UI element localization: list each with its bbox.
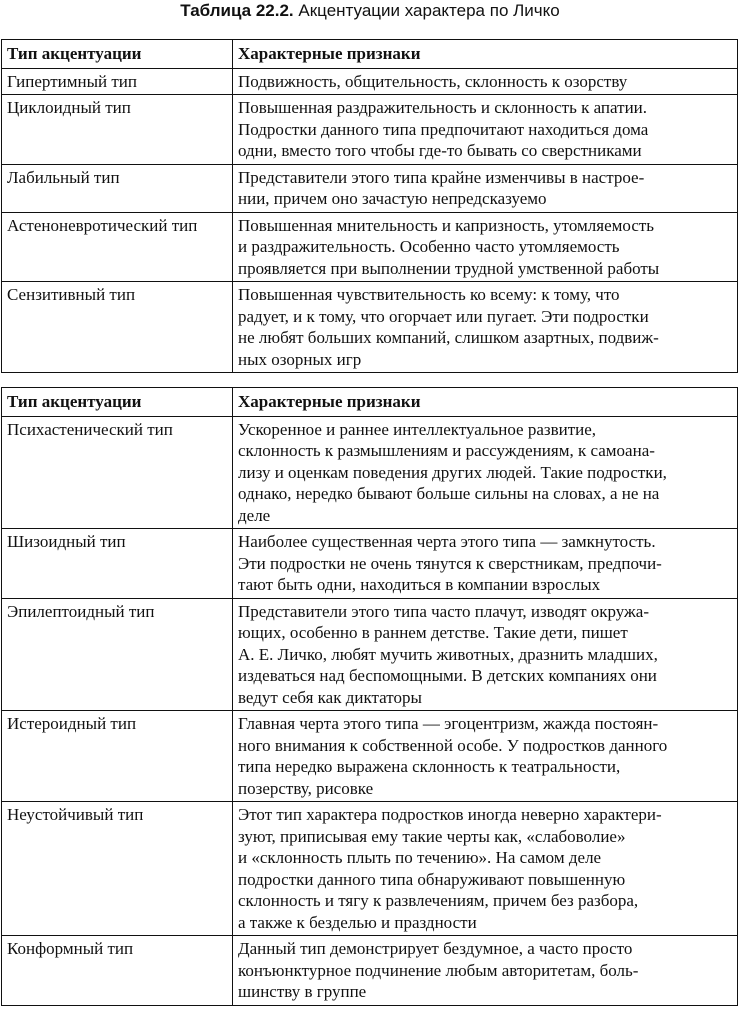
table-caption-label: Таблица 22.2.	[180, 1, 294, 20]
traits-cell	[233, 711, 738, 802]
table-row	[2, 416, 738, 529]
accentuation-type-cell: Неустойчивый тип	[2, 802, 233, 936]
traits-cell	[233, 68, 738, 95]
traits-line: шинству в группе	[238, 982, 367, 1001]
accentuation-type-cell: Сензитивный тип	[2, 282, 233, 373]
table-body	[2, 68, 738, 373]
accentuation-type-cell: Циклоидный тип	[2, 95, 233, 165]
traits-line: ющих, особенно в раннем детстве. Такие дети, пишет	[238, 623, 628, 642]
traits-line: Повышенная чувствительность ко всему: к тому, что	[238, 285, 620, 304]
table-body	[2, 416, 738, 1005]
traits-cell	[233, 282, 738, 373]
accentuation-type-cell: Конформный тип	[2, 936, 233, 1006]
header-traits: Характерные признаки	[233, 388, 738, 417]
traits-line: а также к безделью и праздности	[238, 912, 477, 932]
traits-line: ведут себя как диктаторы	[238, 687, 422, 707]
traits-line: Этот тип характера подростков иногда неверно характери-	[238, 805, 662, 824]
accentuation-type-cell: Шизоидный тип	[2, 529, 233, 599]
traits-line: типа нередко выражена склонность к театральности,	[238, 757, 621, 776]
table-header-row	[2, 388, 738, 417]
table-row	[2, 529, 738, 599]
traits-cell	[233, 95, 738, 165]
traits-line: не любят больших компаний, слишком азартных, подвиж-	[238, 328, 659, 347]
table-caption	[0, 0, 740, 26]
traits-line: подростки данного типа обнаруживают повышенную	[238, 869, 626, 889]
traits-line: нии, причем оно зачастую непредсказуемо	[238, 189, 547, 208]
table-row	[2, 212, 738, 282]
accentuation-table-part-2	[1, 387, 738, 1006]
traits-line: Повышенная мнительность и капризность, утомляемость	[238, 215, 655, 235]
accentuation-table-part-1	[1, 39, 738, 373]
traits-cell	[233, 936, 738, 1006]
accentuation-type-cell: Лабильный тип	[2, 164, 233, 212]
traits-line: Данный тип демонстрирует бездумное, а часто просто	[238, 939, 633, 958]
traits-line: ных озорных игр	[238, 349, 362, 369]
traits-cell	[233, 212, 738, 282]
traits-cell	[233, 529, 738, 599]
traits-line: Главная черта этого типа — эгоцентризм, жажда постоян-	[238, 714, 659, 733]
traits-line: позерству, рисовке	[238, 778, 374, 798]
header-type: Тип акцентуации	[2, 388, 233, 417]
table-row	[2, 95, 738, 165]
traits-line: лизу и оценкам поведения других людей. Такие подростки,	[238, 462, 667, 482]
traits-line: издеваться над беспомощными. В детских компаниях они	[238, 666, 657, 685]
traits-line: Ускоренное и раннее интеллектуальное развитие,	[238, 419, 597, 439]
table-row	[2, 282, 738, 373]
accentuation-type-cell: Истероидный тип	[2, 711, 233, 802]
traits-line: конъюнктурное подчинение любым авторитетам, боль-	[238, 960, 639, 980]
table-row	[2, 68, 738, 95]
accentuation-type-cell: Эпилептоидный тип	[2, 598, 233, 711]
traits-cell	[233, 598, 738, 711]
traits-line: ного внимания к собственной особе. У подростков данного	[238, 735, 668, 755]
traits-cell	[233, 802, 738, 936]
traits-line: склонность к размышлениям и рассуждениям, к самоана-	[238, 441, 655, 460]
traits-line: Повышенная раздражительность и склонность к апатии.	[238, 98, 648, 117]
table-header-row	[2, 40, 738, 69]
traits-line: и раздражительность. Особенно часто утомляемость	[238, 237, 620, 256]
table-row	[2, 598, 738, 711]
traits-cell	[233, 164, 738, 212]
traits-line: Представители этого типа часто плачут, изводят окружа-	[238, 601, 650, 621]
accentuation-type-cell: Психастенический тип	[2, 416, 233, 529]
traits-line: Подвижность, общительность, склонность к озорству	[238, 71, 628, 91]
table-row	[2, 164, 738, 212]
accentuation-type-cell: Астеноневротический тип	[2, 212, 233, 282]
traits-line: тают быть одни, находиться в компании взрослых	[238, 575, 601, 594]
traits-cell	[233, 416, 738, 529]
traits-line: А. Е. Личко, любят мучить животных, дразнить младших,	[238, 644, 658, 664]
traits-line: проявляется при выполнении трудной умственной работы	[238, 258, 660, 278]
traits-line: и «склонность плыть по течению». На самом деле	[238, 848, 602, 867]
table-row	[2, 936, 738, 1006]
table-row	[2, 802, 738, 936]
traits-line: Наиболее существенная черта этого типа — замкнутость.	[238, 532, 656, 551]
traits-line: деле	[238, 505, 271, 525]
header-type: Тип акцентуации	[2, 40, 233, 69]
traits-line: радует, и к тому, что огорчает или пугает. Эти подростки	[238, 306, 649, 326]
header-traits: Характерные признаки	[233, 40, 738, 69]
traits-line: склонность и тягу к развлечениям, причем без разбора,	[238, 891, 639, 910]
table-caption-title: Акцентуации характера по Личко	[298, 1, 560, 20]
table-row	[2, 711, 738, 802]
traits-line: однако, нередко бывают больше сильны на словах, а не на	[238, 484, 660, 503]
accentuation-type-cell: Гипертимный тип	[2, 68, 233, 95]
traits-line: Эти подростки не очень тянутся к сверстникам, предпочи-	[238, 553, 662, 573]
traits-line: одни, вместо того чтобы где-то бывать со сверстниками	[238, 141, 642, 160]
traits-line: Подростки данного типа предпочитают находиться дома	[238, 119, 649, 139]
traits-line: зуют, приписывая ему такие черты как, «слабоволие»	[238, 826, 626, 846]
traits-line: Представители этого типа крайне изменчивы в настрое-	[238, 167, 645, 187]
